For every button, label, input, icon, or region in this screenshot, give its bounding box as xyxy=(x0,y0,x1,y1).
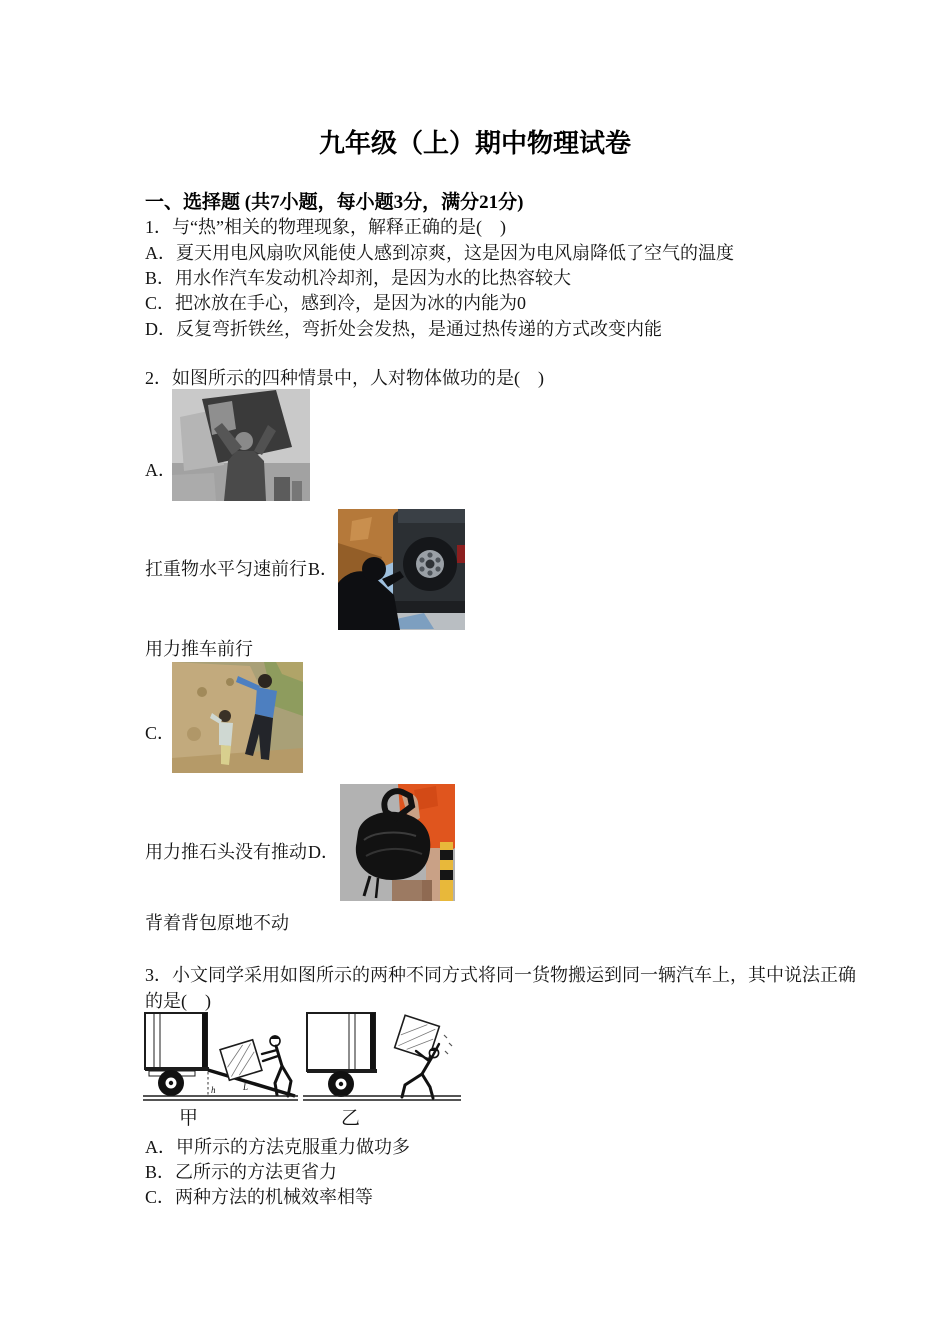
q2-photo-d-black-bag xyxy=(340,784,455,901)
q3-option-c: C．两种方法的机械效率相等 xyxy=(145,1187,374,1207)
q2-label-b: B． xyxy=(308,559,339,579)
pushing-suv-photo-graphic xyxy=(338,509,465,630)
ramp-length-label: L xyxy=(243,1082,249,1092)
ramp-height-label: h xyxy=(211,1085,216,1095)
q3-figure-label-yi: 乙 xyxy=(341,1108,361,1129)
ramp-vs-carry-diagram-graphic xyxy=(143,1011,461,1101)
q2-label-a: A． xyxy=(145,460,176,480)
q2-stem: 2．如图所示的四种情景中，人对物体做功的是( ) xyxy=(145,368,544,388)
q2-caption-b: 用力推车前行 xyxy=(145,639,253,659)
q2-caption-d: 背着背包原地不动 xyxy=(145,913,289,933)
q2-photo-a-carrying-load xyxy=(172,389,310,501)
q1-option-b: B．用水作汽车发动机冷却剂，是因为水的比热容较大 xyxy=(145,268,572,288)
q2-photo-b-pushing-suv xyxy=(338,509,465,630)
q1-stem: 1．与“热”相关的物理现象，解释正确的是( ) xyxy=(145,217,506,237)
q2-caption-a: 扛重物水平匀速前行 xyxy=(145,559,307,579)
q3-stem-line1: 3．小文同学采用如图所示的两种不同方式将同一货物搬运到同一辆汽车上，其中说法正确 xyxy=(145,965,856,985)
pushing-rock-photo-graphic xyxy=(172,662,303,773)
q2-photo-c-pushing-rock xyxy=(172,662,303,773)
q3-option-b: B．乙所示的方法更省力 xyxy=(145,1162,338,1182)
q3-diagram-ramp-vs-carry xyxy=(143,1011,461,1101)
section1-heading: 一、选择题 (共7小题，每小题3分，满分21分) xyxy=(145,192,524,213)
q2-caption-c: 用力推石头没有推动 xyxy=(145,842,307,862)
q1-option-d: D．反复弯折铁丝，弯折处会发热，是通过热传递的方式改变内能 xyxy=(145,319,662,339)
q3-stem-line2: 的是( ) xyxy=(145,991,211,1011)
q3-option-a: A．甲所示的方法克服重力做功多 xyxy=(145,1137,410,1157)
black-bag-photo-graphic xyxy=(340,784,455,901)
q3-figure-label-jia: 甲 xyxy=(179,1108,199,1129)
q2-label-d: D． xyxy=(308,842,339,862)
carrying-load-photo-graphic xyxy=(172,389,310,501)
q1-option-a: A．夏天用电风扇吹风能使人感到凉爽，这是因为电风扇降低了空气的温度 xyxy=(145,243,734,263)
q2-label-c: C． xyxy=(145,723,176,743)
page-title: 九年级（上）期中物理试卷 xyxy=(318,128,631,158)
q1-option-c: C．把冰放在手心，感到冷，是因为冰的内能为0 xyxy=(145,293,527,313)
